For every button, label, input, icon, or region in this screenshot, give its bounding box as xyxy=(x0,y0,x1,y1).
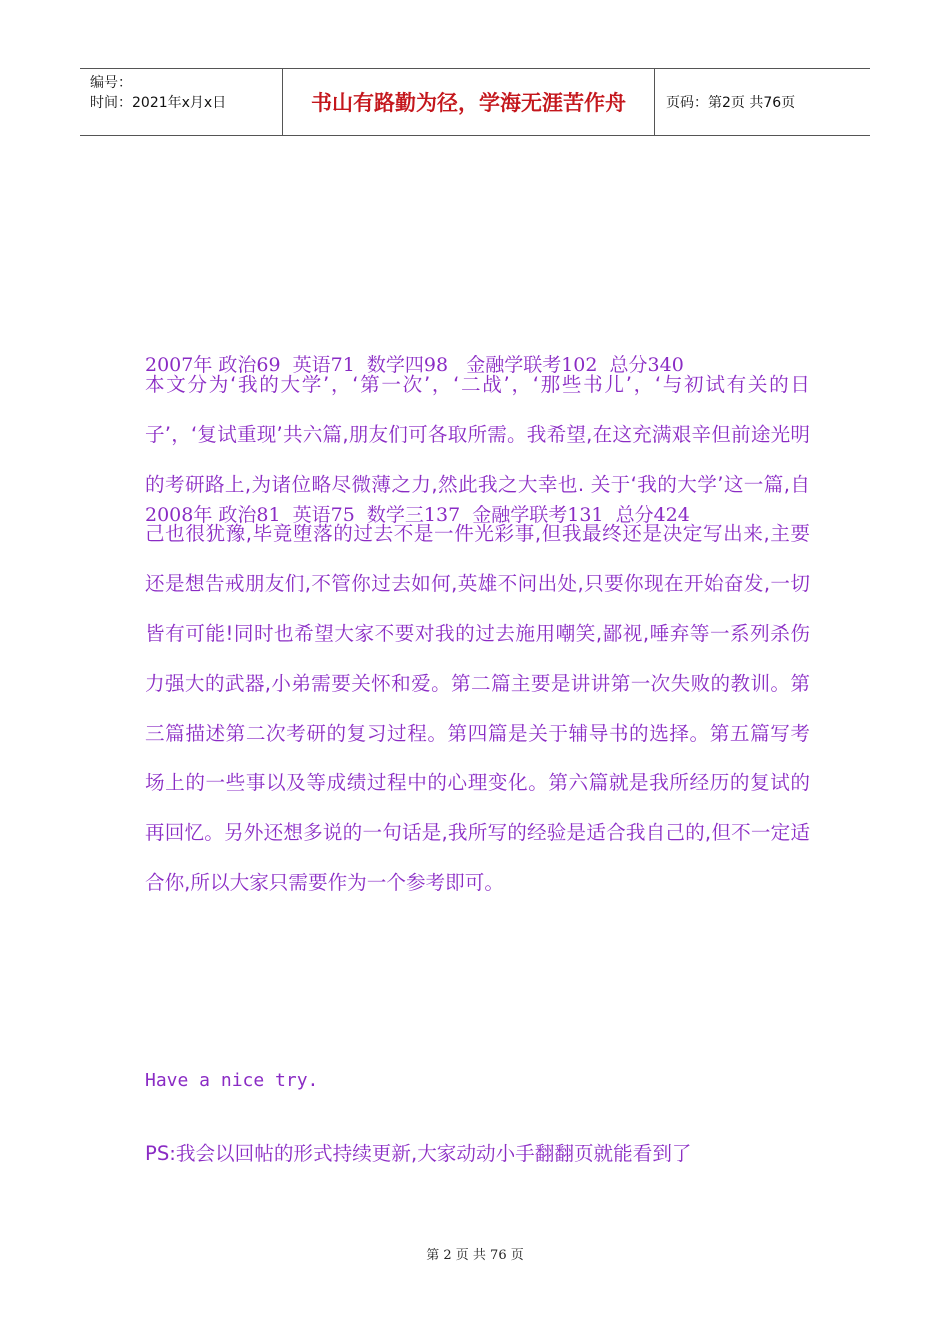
page-footer: 第 2 页 共 76 页 xyxy=(426,1248,524,1263)
header-meta xyxy=(90,73,226,113)
header-page-info: 页码：第2页 共76页 xyxy=(666,95,796,111)
header-divider xyxy=(654,69,655,135)
score-line-2007: 2007年 政治69 英语71 数学四98 金融学联考102 总分340 xyxy=(145,354,684,376)
score-line-2008: 2008年 政治81 英语75 数学三137 金融学联考131 总分424 xyxy=(145,504,690,526)
date-line: 时间：2021年x月x日 xyxy=(90,95,227,111)
page-header xyxy=(80,68,870,136)
closing-line: Have a nice try. xyxy=(145,1070,319,1091)
serial-label: 编号： xyxy=(90,75,132,91)
ps-line: PS:我会以回帖的形式持续更新,大家动动小手翻翻页就能看到了 xyxy=(145,1142,692,1165)
body-paragraph: 本文分为‘我的大学’，‘第一次’，‘二战’，‘那些书儿’，‘与初试有关的日子’，‘复试重现’共六篇,朋友们可各取所需。我希望,在这充满艰辛但前途光明的考研路上,为诸位略尽微薄之力,然此我之大幸也. 关于‘我的大学’这一篇,自己也很犹豫,毕竟堕落的过去不是一件光彩事,但我最终还是决定写出来,主要还是想告戒朋友们,不管你过去如何,英雄不问出处,只要你现在开始奋发,一切皆有可能!同时也希望大家不要对我的过去施用嘲笑,鄙视,唾弃等一系列杀伤力强大的武器,小弟需要关怀和爱。第二篇主要是讲讲第一次失败的教训。第三篇描述第二次考研的复习过程。第四篇是关于辅导书的选择。第五篇写考场上的一些事以及等成绩过程中的心理变化。第六篇就是我所经历的复试的再回忆。另外还想多说的一句话是,我所写的经验是适合我自己的,但不一定适合你,所以大家只需要作为一个参考即可。 xyxy=(145,373,810,894)
header-motto: 书山有路勤为径，学海无涯苦作舟 xyxy=(311,90,626,115)
